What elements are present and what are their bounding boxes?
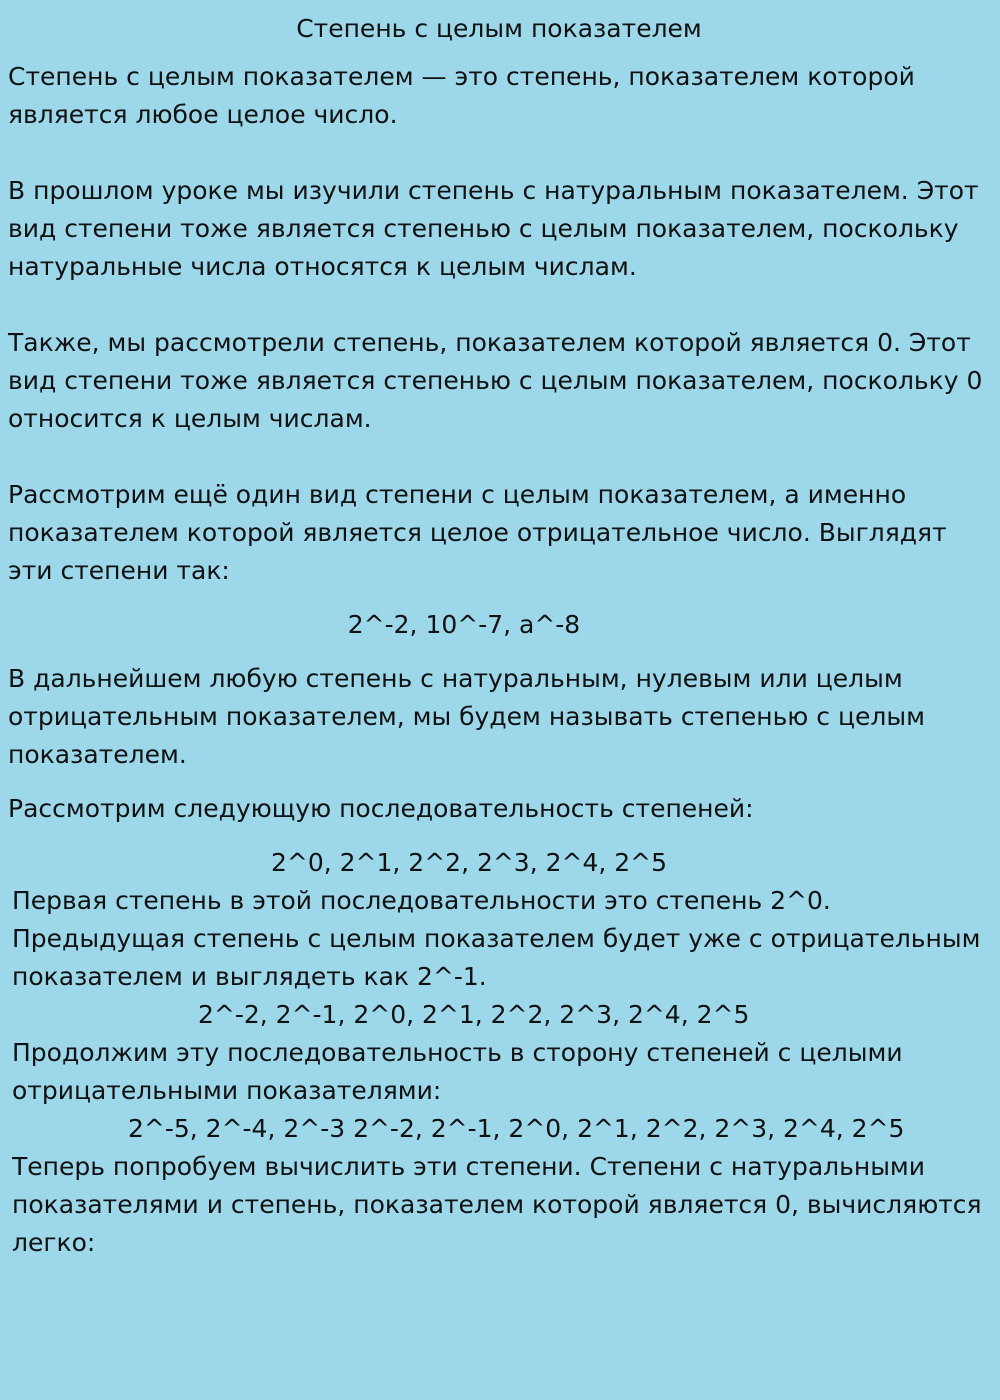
paragraph-first-power: Первая степень в этой последовательности это степень 2^0. bbox=[12, 886, 831, 915]
paragraph-general-definition: В дальнейшем любую степень с натуральным, нулевым или целым отрицательным показателем, мы будем называть степенью с целым показателем. bbox=[8, 664, 925, 769]
spacer bbox=[8, 438, 990, 476]
paragraph-sequence-intro: Рассмотрим следующую последовательность степеней: bbox=[8, 794, 754, 823]
formula-sequence-positive: 2^0, 2^1, 2^2, 2^3, 2^4, 2^5 bbox=[271, 848, 668, 877]
spacer bbox=[8, 590, 990, 606]
spacer bbox=[8, 644, 990, 660]
paragraph-continue-sequence: Продолжим эту последовательность в сторону степеней с целыми отрицательными показателями: bbox=[12, 1038, 903, 1105]
spacer bbox=[8, 286, 990, 324]
spacer bbox=[8, 828, 990, 844]
formula-sequence-extended: 2^-2, 2^-1, 2^0, 2^1, 2^2, 2^3, 2^4, 2^5 bbox=[198, 1000, 750, 1029]
spacer bbox=[8, 134, 990, 172]
paragraph-natural-exponent: В прошлом уроке мы изучили степень с натуральным показателем. Этот вид степени тоже является степенью с целым показателем, поскольку натуральные числа относятся к целым числам. bbox=[8, 176, 979, 281]
paragraph-definition: Степень с целым показателем — это степень, показателем которой является любое целое число. bbox=[8, 62, 915, 129]
page-title: Степень с целым показателем bbox=[296, 14, 702, 43]
paragraph-previous-power: Предыдущая степень с целым показателем будет уже с отрицательным показателем и выглядеть как 2^-1. bbox=[12, 924, 981, 991]
formula-examples: 2^-2, 10^-7, a^-8 bbox=[347, 610, 581, 639]
formula-sequence-full: 2^-5, 2^-4, 2^-3 2^-2, 2^-1, 2^0, 2^1, 2^2, 2^3, 2^4, 2^5 bbox=[128, 1114, 905, 1143]
spacer bbox=[8, 774, 990, 790]
paragraph-negative-exponent: Рассмотрим ещё один вид степени с целым показателем, а именно показателем которой является целое отрицательное число. Выглядят эти степени так: bbox=[8, 480, 947, 585]
paragraph-compute-powers: Теперь попробуем вычислить эти степени. Степени с натуральными показателями и степень, показателем которой является 0, вычисляются легко: bbox=[12, 1152, 982, 1257]
paragraph-zero-exponent: Также, мы рассмотрели степень, показателем которой является 0. Этот вид степени тоже является степенью с целым показателем, поскольку 0 относится к целым числам. bbox=[8, 328, 983, 433]
